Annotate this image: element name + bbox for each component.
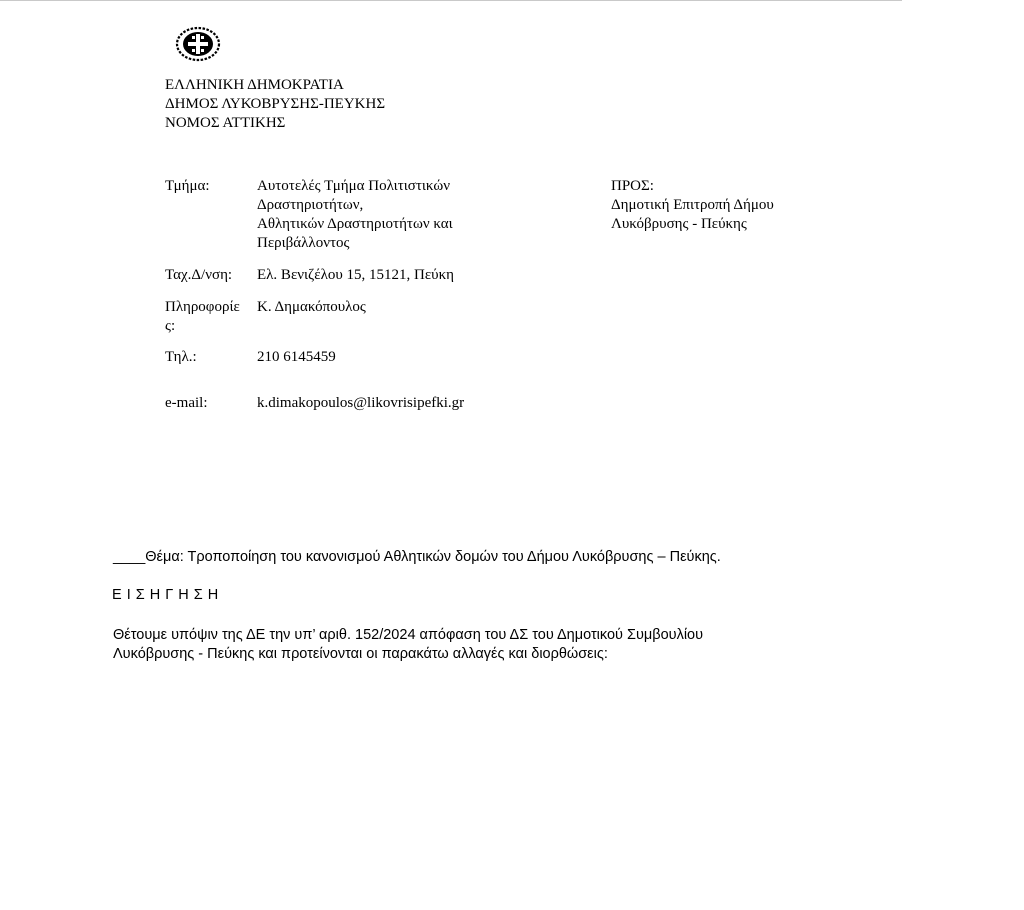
header-prefecture: ΝΟΜΟΣ ΑΤΤΙΚΗΣ <box>165 115 286 131</box>
proposal-heading: Ε Ι Σ Η Γ Η Σ Η <box>112 587 219 603</box>
issuer-header <box>165 76 385 133</box>
email-value: k.dimakopoulos@likovrisipefki.gr <box>257 395 465 411</box>
recipient-block <box>611 177 774 234</box>
greek-state-emblem-icon <box>175 26 221 62</box>
info-value: Κ. Δημακόπουλος <box>257 299 366 315</box>
subject-line: ____Θέμα: Τροποποίηση του κανονισμού Αθλητικών δομών του Δήμου Λυκόβρυσης – Πεύκης. <box>113 549 721 565</box>
recipient-line: Λυκόβρυσης - Πεύκης <box>611 216 747 232</box>
recipient-line: Δημοτική Επιτροπή Δήμου <box>611 197 774 213</box>
phone-value: 210 6145459 <box>257 349 336 365</box>
body-line: Λυκόβρυσης - Πεύκης και προτείνονται οι παρακάτω αλλαγές και διορθώσεις: <box>113 646 608 662</box>
header-municipality: ΔΗΜΟΣ ΛΥΚΟΒΡΥΣΗΣ-ΠΕΥΚΗΣ <box>165 96 386 112</box>
department-label: Τμήμα: <box>165 178 210 194</box>
body-paragraph <box>113 626 793 664</box>
department-line: Αθλητικών Δραστηριοτήτων και <box>257 216 453 232</box>
address-label: Ταχ.Δ/νση: <box>165 267 233 283</box>
recipient-label: ΠΡΟΣ: <box>611 178 654 194</box>
phone-label: Τηλ.: <box>165 349 197 365</box>
info-label-line: Πληροφορίε <box>165 299 240 315</box>
body-line: Θέτουμε υπόψιν της ΔΕ την υπ’ αριθ. 152/2024 απόφαση του ΔΣ του Δημοτικού Συμβουλίου <box>113 627 704 643</box>
email-label: e-mail: <box>165 395 208 411</box>
page-top-border <box>0 0 902 1</box>
address-value: Ελ. Βενιζέλου 15, 15121, Πεύκη <box>257 267 454 283</box>
info-label-line: ς: <box>165 318 176 334</box>
department-line: Δραστηριοτήτων, <box>257 197 364 213</box>
header-country: ΕΛΛΗΝΙΚΗ ΔΗΜΟΚΡΑΤΙΑ <box>165 77 344 93</box>
department-line: Αυτοτελές Τμήμα Πολιτιστικών <box>257 178 451 194</box>
department-line: Περιβάλλοντος <box>257 235 350 251</box>
department-value <box>257 177 453 253</box>
info-label <box>165 298 240 336</box>
